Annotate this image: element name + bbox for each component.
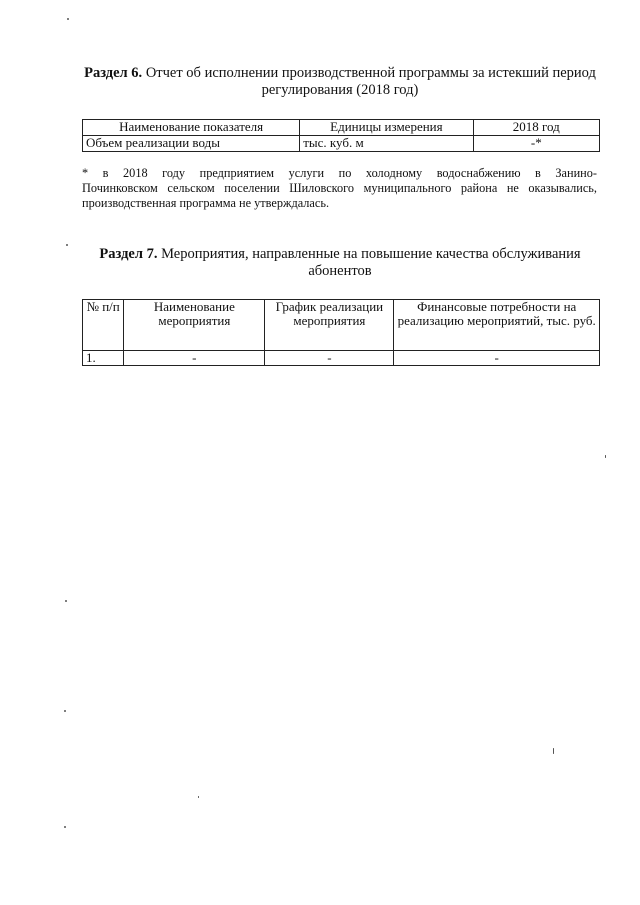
footnote (82, 166, 597, 211)
scan-speck (64, 710, 66, 712)
section-7-title: Мероприятия, направленные на повышение качества обслуживания абонентов (157, 246, 581, 279)
cell-indicator: Объем реализации воды (83, 136, 300, 152)
header-number: № п/п (83, 300, 124, 351)
section-6-heading (80, 65, 600, 99)
scan-speck (198, 796, 199, 798)
section-6-title: Отчет об исполнении производственной программы за истекший период регулирования (2018 год) (142, 65, 596, 98)
table-header-row (83, 120, 600, 136)
header-measure-name: Наименование мероприятия (124, 300, 265, 351)
scan-speck (65, 600, 67, 602)
scan-speck (67, 18, 69, 20)
cell-value: -* (473, 136, 599, 152)
header-year: 2018 год (473, 120, 599, 136)
cell-number: 1. (83, 351, 124, 366)
scan-speck (605, 455, 606, 458)
table-row (83, 351, 600, 366)
header-indicator-name: Наименование показателя (83, 120, 300, 136)
cell-units: тыс. куб. м (300, 136, 473, 152)
header-schedule: График реализации мероприятия (265, 300, 394, 351)
section-7-number: Раздел 7. (99, 246, 158, 262)
scan-speck (553, 748, 554, 754)
section-6-number: Раздел 6. (84, 65, 143, 81)
cell-schedule: - (265, 351, 394, 366)
header-units: Единицы измерения (300, 120, 473, 136)
footnote-line-1: * в 2018 году предприятием услуги по холодному водоснабжению в Занино- (82, 166, 597, 180)
cell-financial-needs: - (394, 351, 600, 366)
section-6-table (82, 119, 600, 152)
cell-measure-name: - (124, 351, 265, 366)
section-7-heading (80, 246, 600, 280)
scan-speck (66, 244, 68, 246)
footnote-rest: Починковском сельском поселении Шиловского муниципального района не оказывались, производственная программа не утверждалась. (82, 181, 597, 210)
header-financial-needs: Финансовые потребности на реализацию мероприятий, тыс. руб. (394, 300, 600, 351)
table-header-row (83, 300, 600, 351)
table-row (83, 136, 600, 152)
scan-speck (64, 826, 66, 828)
section-7-table (82, 299, 600, 366)
